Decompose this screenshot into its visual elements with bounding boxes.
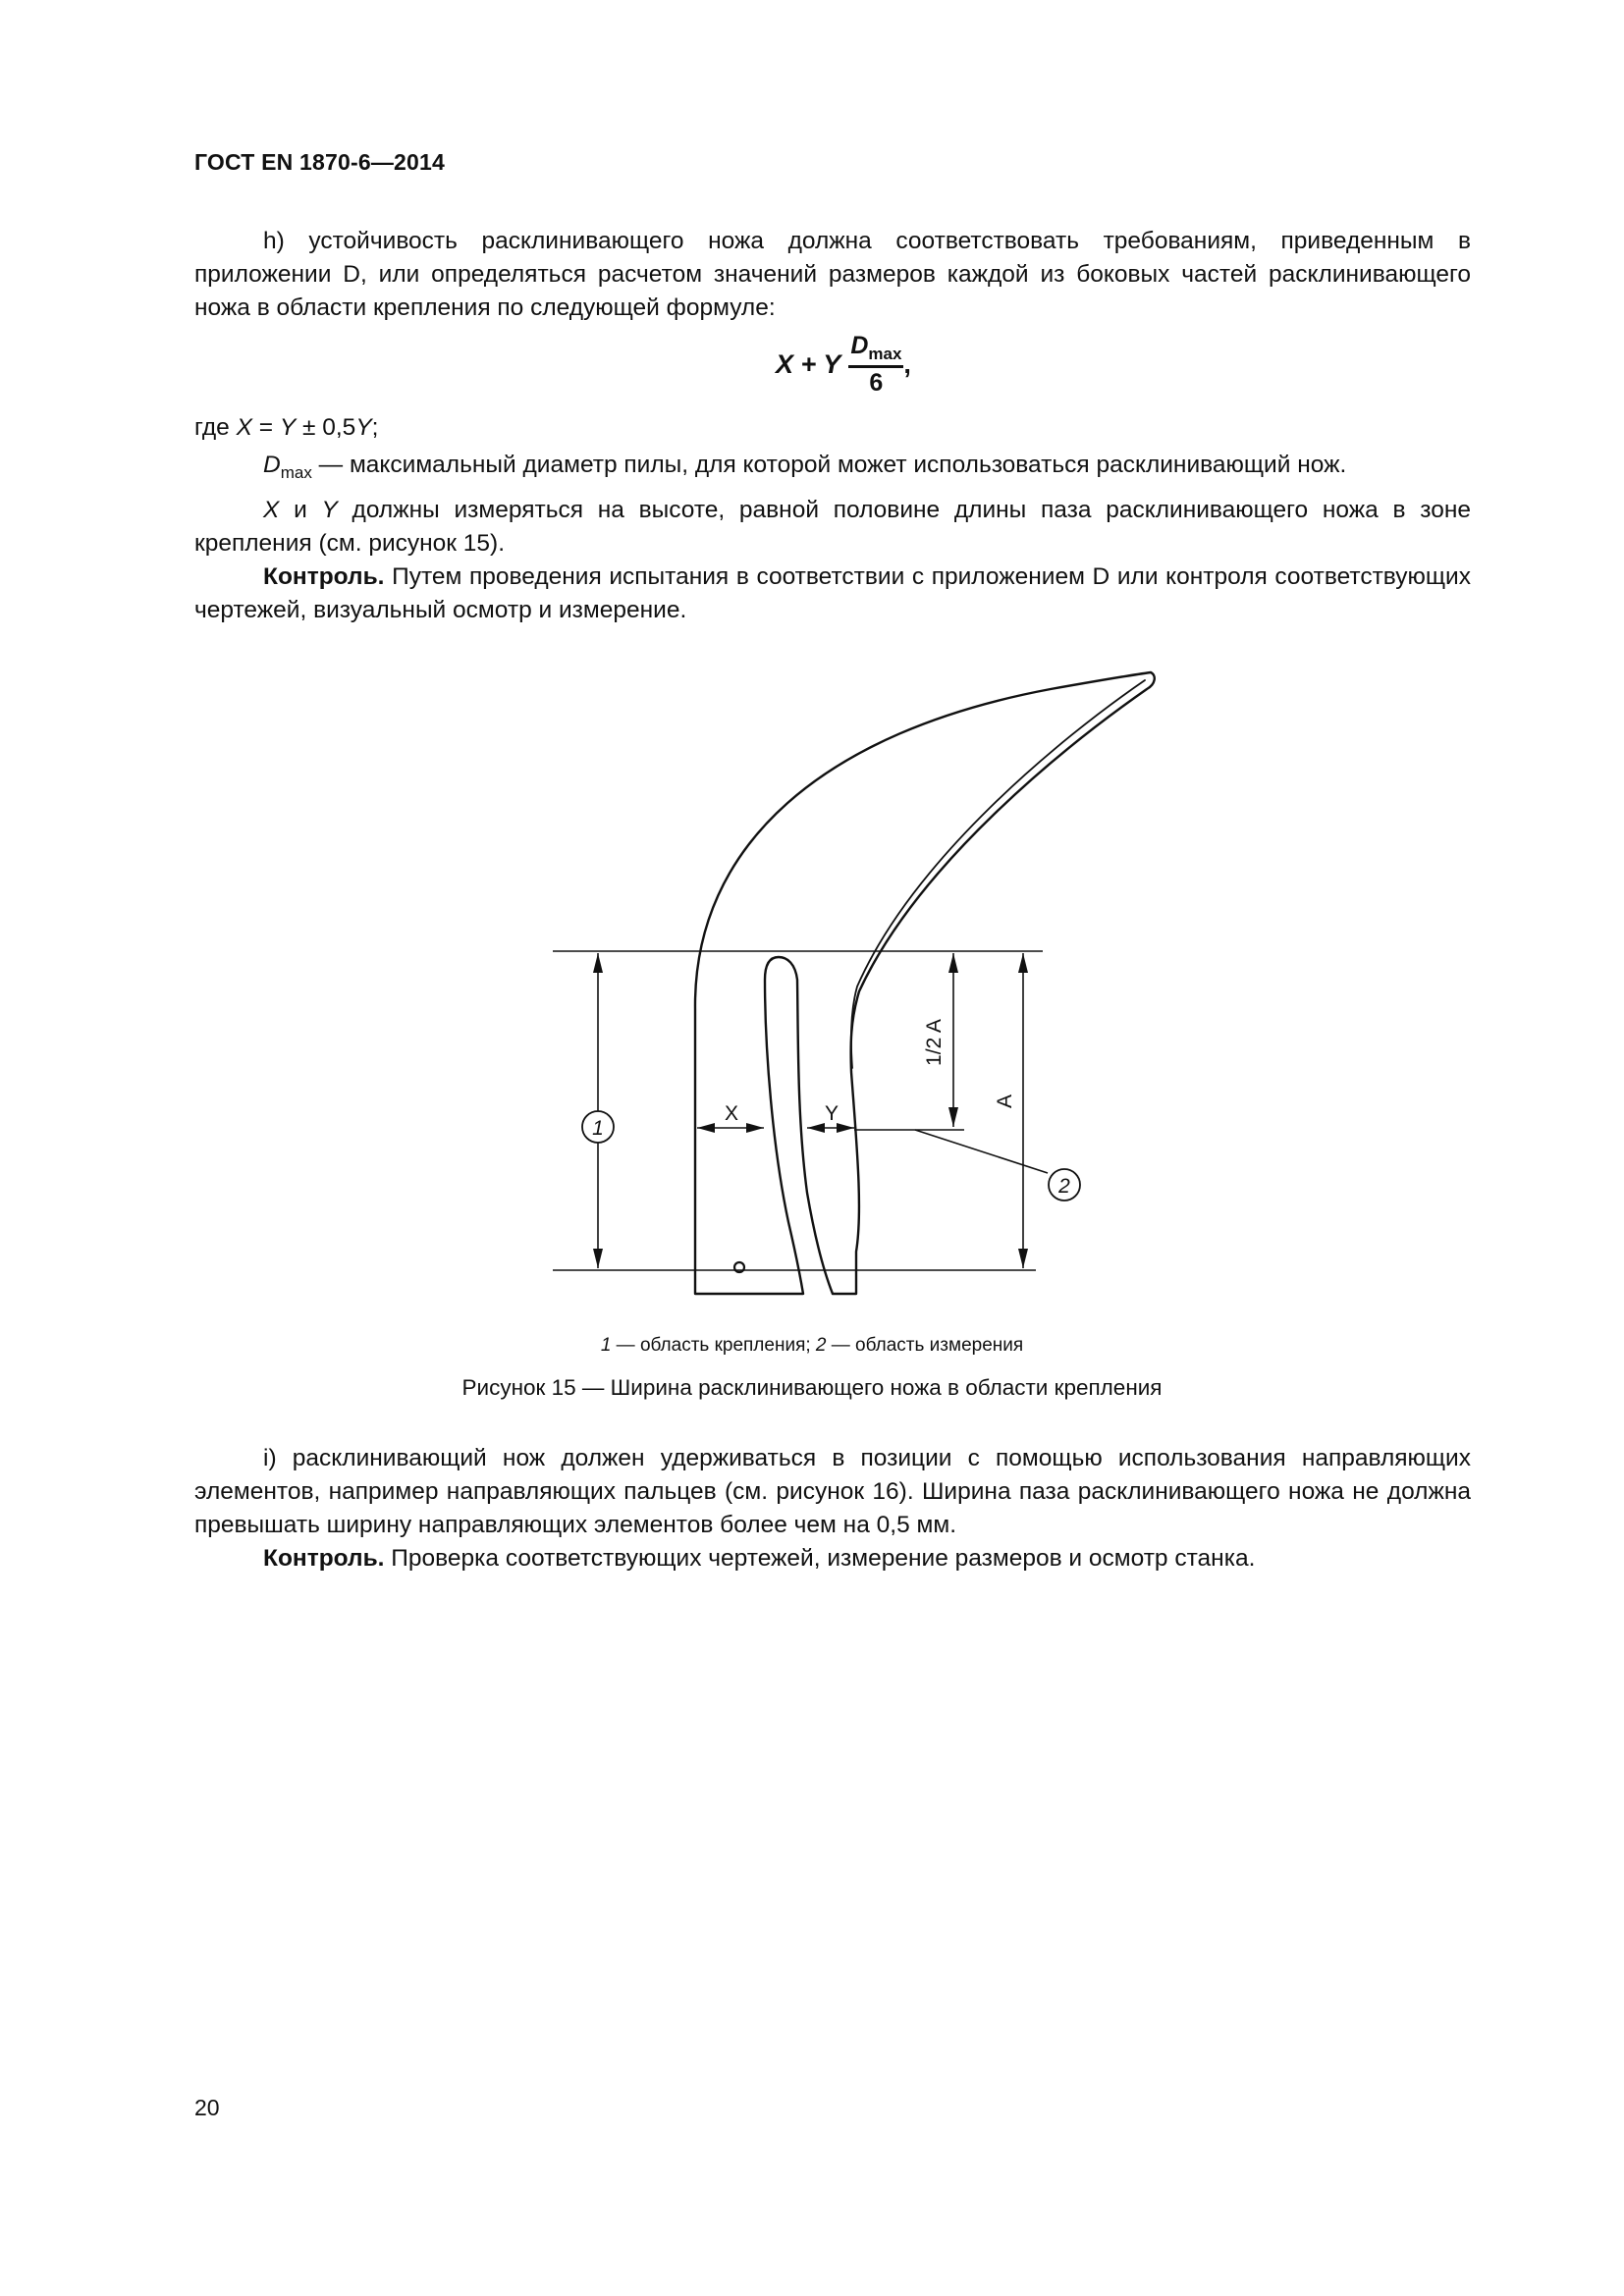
formula [776,332,911,398]
measure-y: Y [321,497,338,523]
arrow-x-right [746,1123,764,1133]
formula-lhs: X + Y [776,349,841,379]
page-header: ГОСТ EN 1870-6—2014 [194,149,446,175]
formula-numerator-base: D [850,332,869,359]
label-y: Y [824,1102,839,1125]
control-1-label: Контроль. [263,563,385,590]
dmax-definition [263,452,1346,483]
legend-1-number: 1 [600,1335,612,1356]
where-y: Y [279,414,297,441]
where-eq: = [251,414,280,441]
item-i-paragraph: i) расклинивающий нож должен удерживаться в позиции с помощью использования направляющих элементов, например направляющих пальцев (см. рисунок 16). Ширина паза расклинивающего ножа не должна превышать ширину направляющих элементов более чем на 0,5 мм. [194,1445,1471,1538]
formula-numerator-sub: max [868,345,902,363]
legend-1-text: — область крепления; [611,1335,816,1356]
arrow-a-bottom [1018,1249,1028,1268]
measure-text: должны измеряться на высоте, равной половине длины паза расклинивающего ножа в зоне крепления (см. рисунок 15). [194,497,1471,557]
dmax-text: — максимальный диаметр пилы, для которой может использоваться расклинивающий нож. [311,452,1347,478]
legend-2-number: 2 [815,1335,827,1356]
callout-2-number: 2 [1058,1175,1070,1198]
where-line [194,414,378,442]
formula-denominator: 6 [869,369,884,397]
arrow-half-a-bottom [948,1107,958,1127]
arrow-half-a-top [948,953,958,973]
control-2-label: Контроль. [263,1545,385,1572]
figure-legend [0,1335,1624,1357]
figure-15 [0,628,1624,1320]
figure-caption: Рисунок 15 — Ширина расклинивающего ножа в области крепления [461,1375,1163,1400]
label-a: A [994,1094,1016,1109]
control-2-text: Проверка соответствующих чертежей, измерение размеров и осмотр станка. [384,1545,1256,1572]
label-half-a: 1/2 A [923,1019,946,1066]
callout-1-number: 1 [592,1117,604,1140]
where-label: где [194,414,230,441]
where-y2: Y [355,414,372,441]
dmax-sub: max [280,462,312,482]
measure-and: и [279,497,322,523]
knife-outline [695,672,1155,1294]
control-2-paragraph [194,1542,1471,1575]
formula-trailing: , [903,349,911,379]
arrow-y-right [837,1123,854,1133]
formula-numerator [848,332,903,368]
arrow-y-left [807,1123,825,1133]
callout-2-leader [915,1130,1048,1173]
item-h-paragraph: h) устойчивость расклинивающего ножа должна соответствовать требованиям, приведенным в приложении D, или определяться расчетом значений размеров каждой из боковых частей расклинивающего ножа в области крепления по следующей формуле: [194,228,1471,321]
arrowheads [593,953,1028,1268]
legend-2-text: — область измерения [826,1335,1024,1356]
arrow-a-top [1018,953,1028,973]
measure-paragraph [194,494,1471,561]
formula-fraction [848,332,903,398]
figure-drawing [0,628,1624,1315]
label-x: X [724,1102,739,1125]
measure-x: X [263,497,280,523]
page-number: 20 [194,2095,220,2120]
where-pm: ± 0,5 [296,414,356,441]
knife-groove [851,680,1145,1068]
control-1-text: Путем проведения испытания в соответствии с приложением D или контроля соответствующих чертежей, визуальный осмотр и измерение. [194,563,1471,623]
where-x: X [236,414,252,441]
where-end: ; [371,414,379,441]
arrow-1-bottom [593,1249,603,1268]
arrow-1-top [593,953,603,973]
arrow-x-left [697,1123,715,1133]
dmax-symbol: D [263,452,281,478]
control-1-paragraph [194,561,1471,627]
